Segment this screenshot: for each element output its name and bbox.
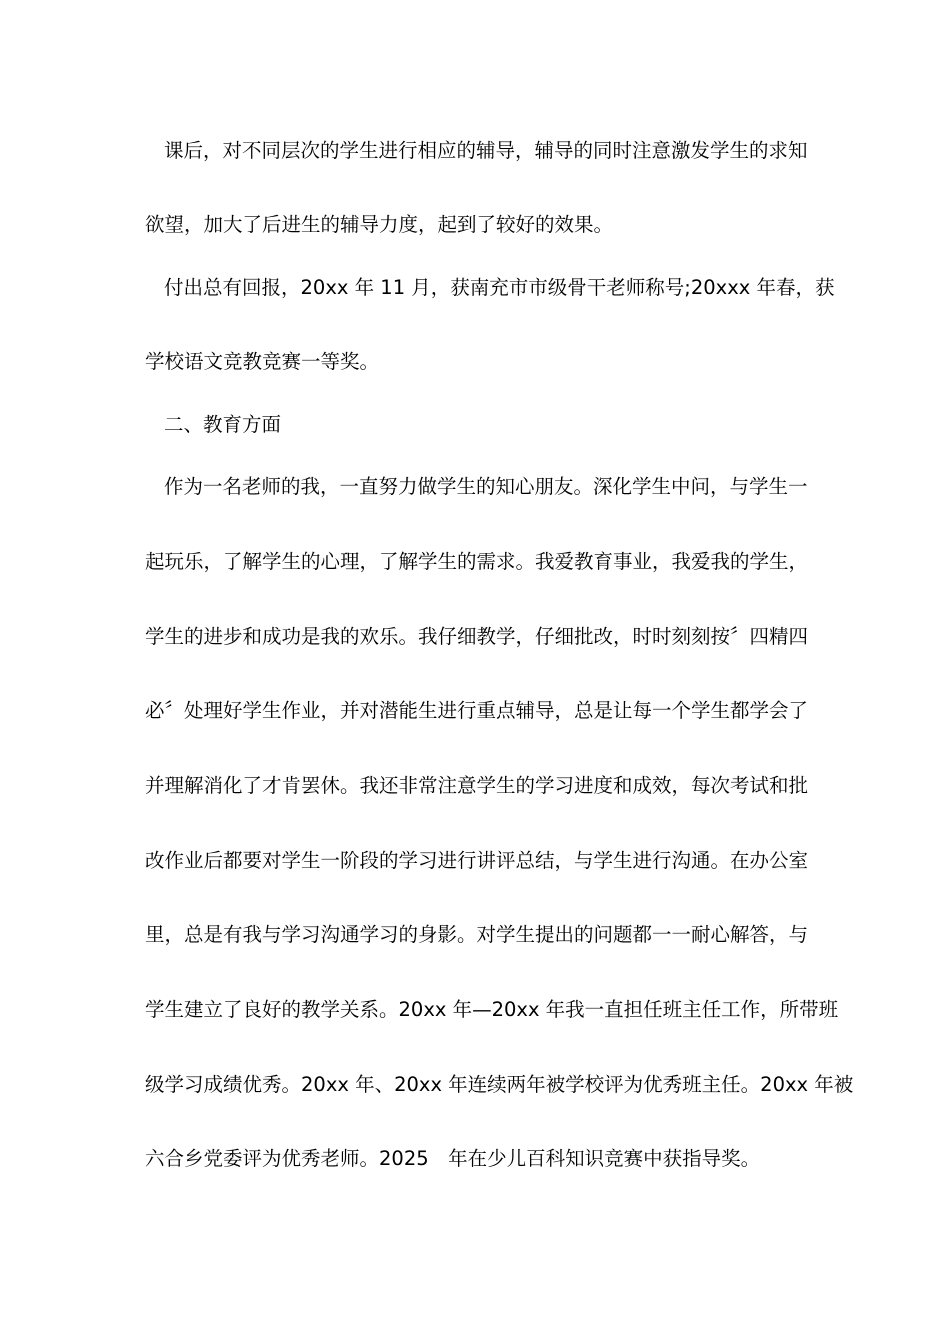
paragraph-line: 改作业后都要对学生一阶段的学习进行讲评总结，与学生进行沟通。在办公室	[145, 849, 809, 872]
paragraph-line: 起玩乐，了解学生的心理，了解学生的需求。我爱教育事业，我爱我的学生，	[145, 550, 809, 573]
paragraph-line: 必〞处理好学生作业，并对潜能生进行重点辅导，总是让每一个学生都学会了	[145, 699, 809, 722]
section-heading: 二、教育方面	[164, 413, 282, 436]
paragraph-line: 欲望，加大了后进生的辅导力度，起到了较好的效果。	[145, 213, 614, 236]
paragraph-line: 学生建立了良好的教学关系。20xx 年—20xx 年我一直担任班主任工作，所带班	[145, 998, 839, 1021]
paragraph-line: 学校语文竞教竞赛一等奖。	[145, 350, 380, 373]
paragraph-line: 级学习成绩优秀。20xx 年、20xx 年连续两年被学校评为优秀班主任。20xx 年被	[145, 1073, 854, 1096]
paragraph-line: 里，总是有我与学习沟通学习的身影。对学生提出的问题都一一耐心解答，与	[145, 923, 809, 946]
paragraph-line: 课后，对不同层次的学生进行相应的辅导，辅导的同时注意激发学生的求知	[164, 139, 808, 162]
paragraph-line: 并理解消化了才肯罢休。我还非常注意学生的学习进度和成效，每次考试和批	[145, 774, 809, 797]
paragraph-line: 作为一名老师的我，一直努力做学生的知心朋友。深化学生中问，与学生一	[164, 475, 808, 498]
paragraph-line: 六合乡党委评为优秀老师。2025 年在少儿百科知识竞赛中获指导奖。	[145, 1147, 761, 1170]
paragraph-line: 学生的进步和成功是我的欢乐。我仔细教学，仔细批改，时时刻刻按〞四精四	[145, 625, 809, 648]
paragraph-line: 付出总有回报，20xx 年 11 月，获南充市市级骨干老师称号;20xxx 年春，获	[164, 276, 835, 299]
